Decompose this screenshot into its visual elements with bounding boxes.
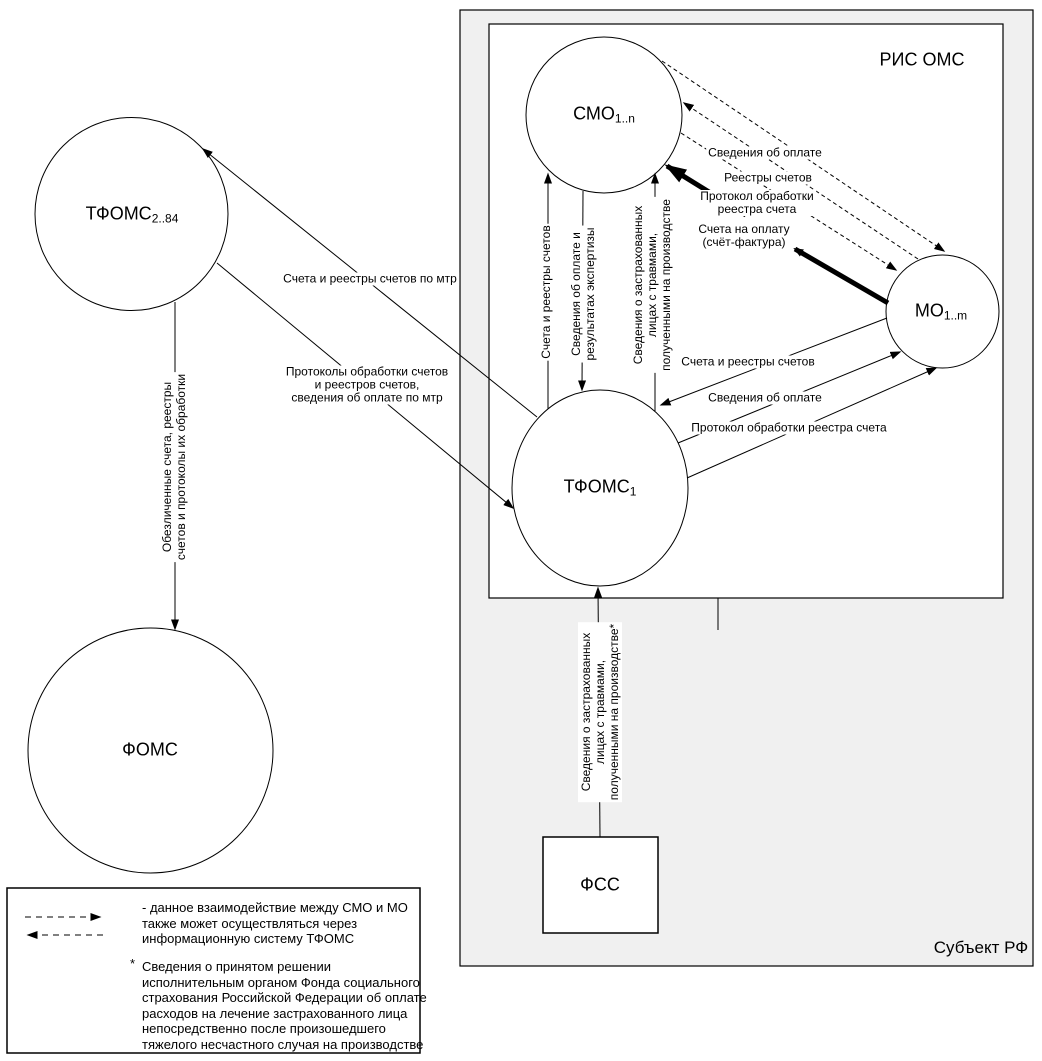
label-mo-smo-invoice: Счета на оплату (счёт-фактура)	[698, 222, 790, 249]
node-foms-label: ФОМС	[122, 739, 178, 760]
label-mo-smo-registers: Реестры счетов	[724, 170, 812, 185]
node-fss-label: ФСС	[580, 874, 620, 895]
label-tfoms1-to-mo-protocol: Протокол обработки реестра счета	[691, 420, 887, 435]
node-smo-label: СМО1..n	[573, 103, 635, 126]
label-tfoms1-to-tfoms-other: Счета и реестры счетов по мтр	[283, 271, 457, 286]
legend-footnote-marker: *	[130, 956, 136, 971]
node-mo-label: МО1..m	[914, 300, 968, 323]
region-label: Субъект РФ	[933, 938, 1029, 957]
node-tfoms1-label: ТФОМС1	[563, 476, 637, 499]
label-smo-to-tfoms1-payment: Сведения об оплате и результатах экспертизы	[569, 227, 597, 361]
label-smo-mo-protocol: Протокол обработки реестра счета	[700, 189, 814, 216]
label-tfoms1-to-mo-payment: Сведения об оплате	[708, 390, 822, 405]
legend-dashed-note: - данное взаимодействие между СМО и МО также может осуществляться через информационную систему ТФОМС	[142, 900, 408, 946]
label-tfoms1-to-smo-accounts: Счета и реестры счетов	[539, 225, 553, 359]
ris-oms-label: РИС ОМС	[879, 49, 965, 70]
legend-footnote: Сведения о принятом решении исполнительным органом Фонда социального страхования Российской Федерации об оплате расходов на лечение застрахованного лица непосредственно после произошедшего тяжелого несчастного случая на производстве	[142, 959, 427, 1052]
label-fss-to-tfoms1: Сведения о застрахованных лицах с травмами, полученными на производстве*	[579, 623, 621, 801]
label-smo-mo-payment: Сведения об оплате	[708, 145, 822, 160]
label-mo-to-tfoms1-accounts: Счета и реестры счетов	[681, 354, 815, 369]
label-tfoms1-to-smo-injured: Сведения о застрахованных лицах с травмами, полученными на производстве	[631, 199, 673, 371]
label-tfoms-other-to-foms: Обезличенные счета, реестры счетов и протоколы их обработки	[160, 373, 188, 561]
label-tfoms-other-to-tfoms1: Протоколы обработки счетов и реестров счетов, сведения об оплате по мтр	[285, 364, 449, 405]
node-tfoms-other-label: ТФОМС2..84	[85, 203, 179, 226]
